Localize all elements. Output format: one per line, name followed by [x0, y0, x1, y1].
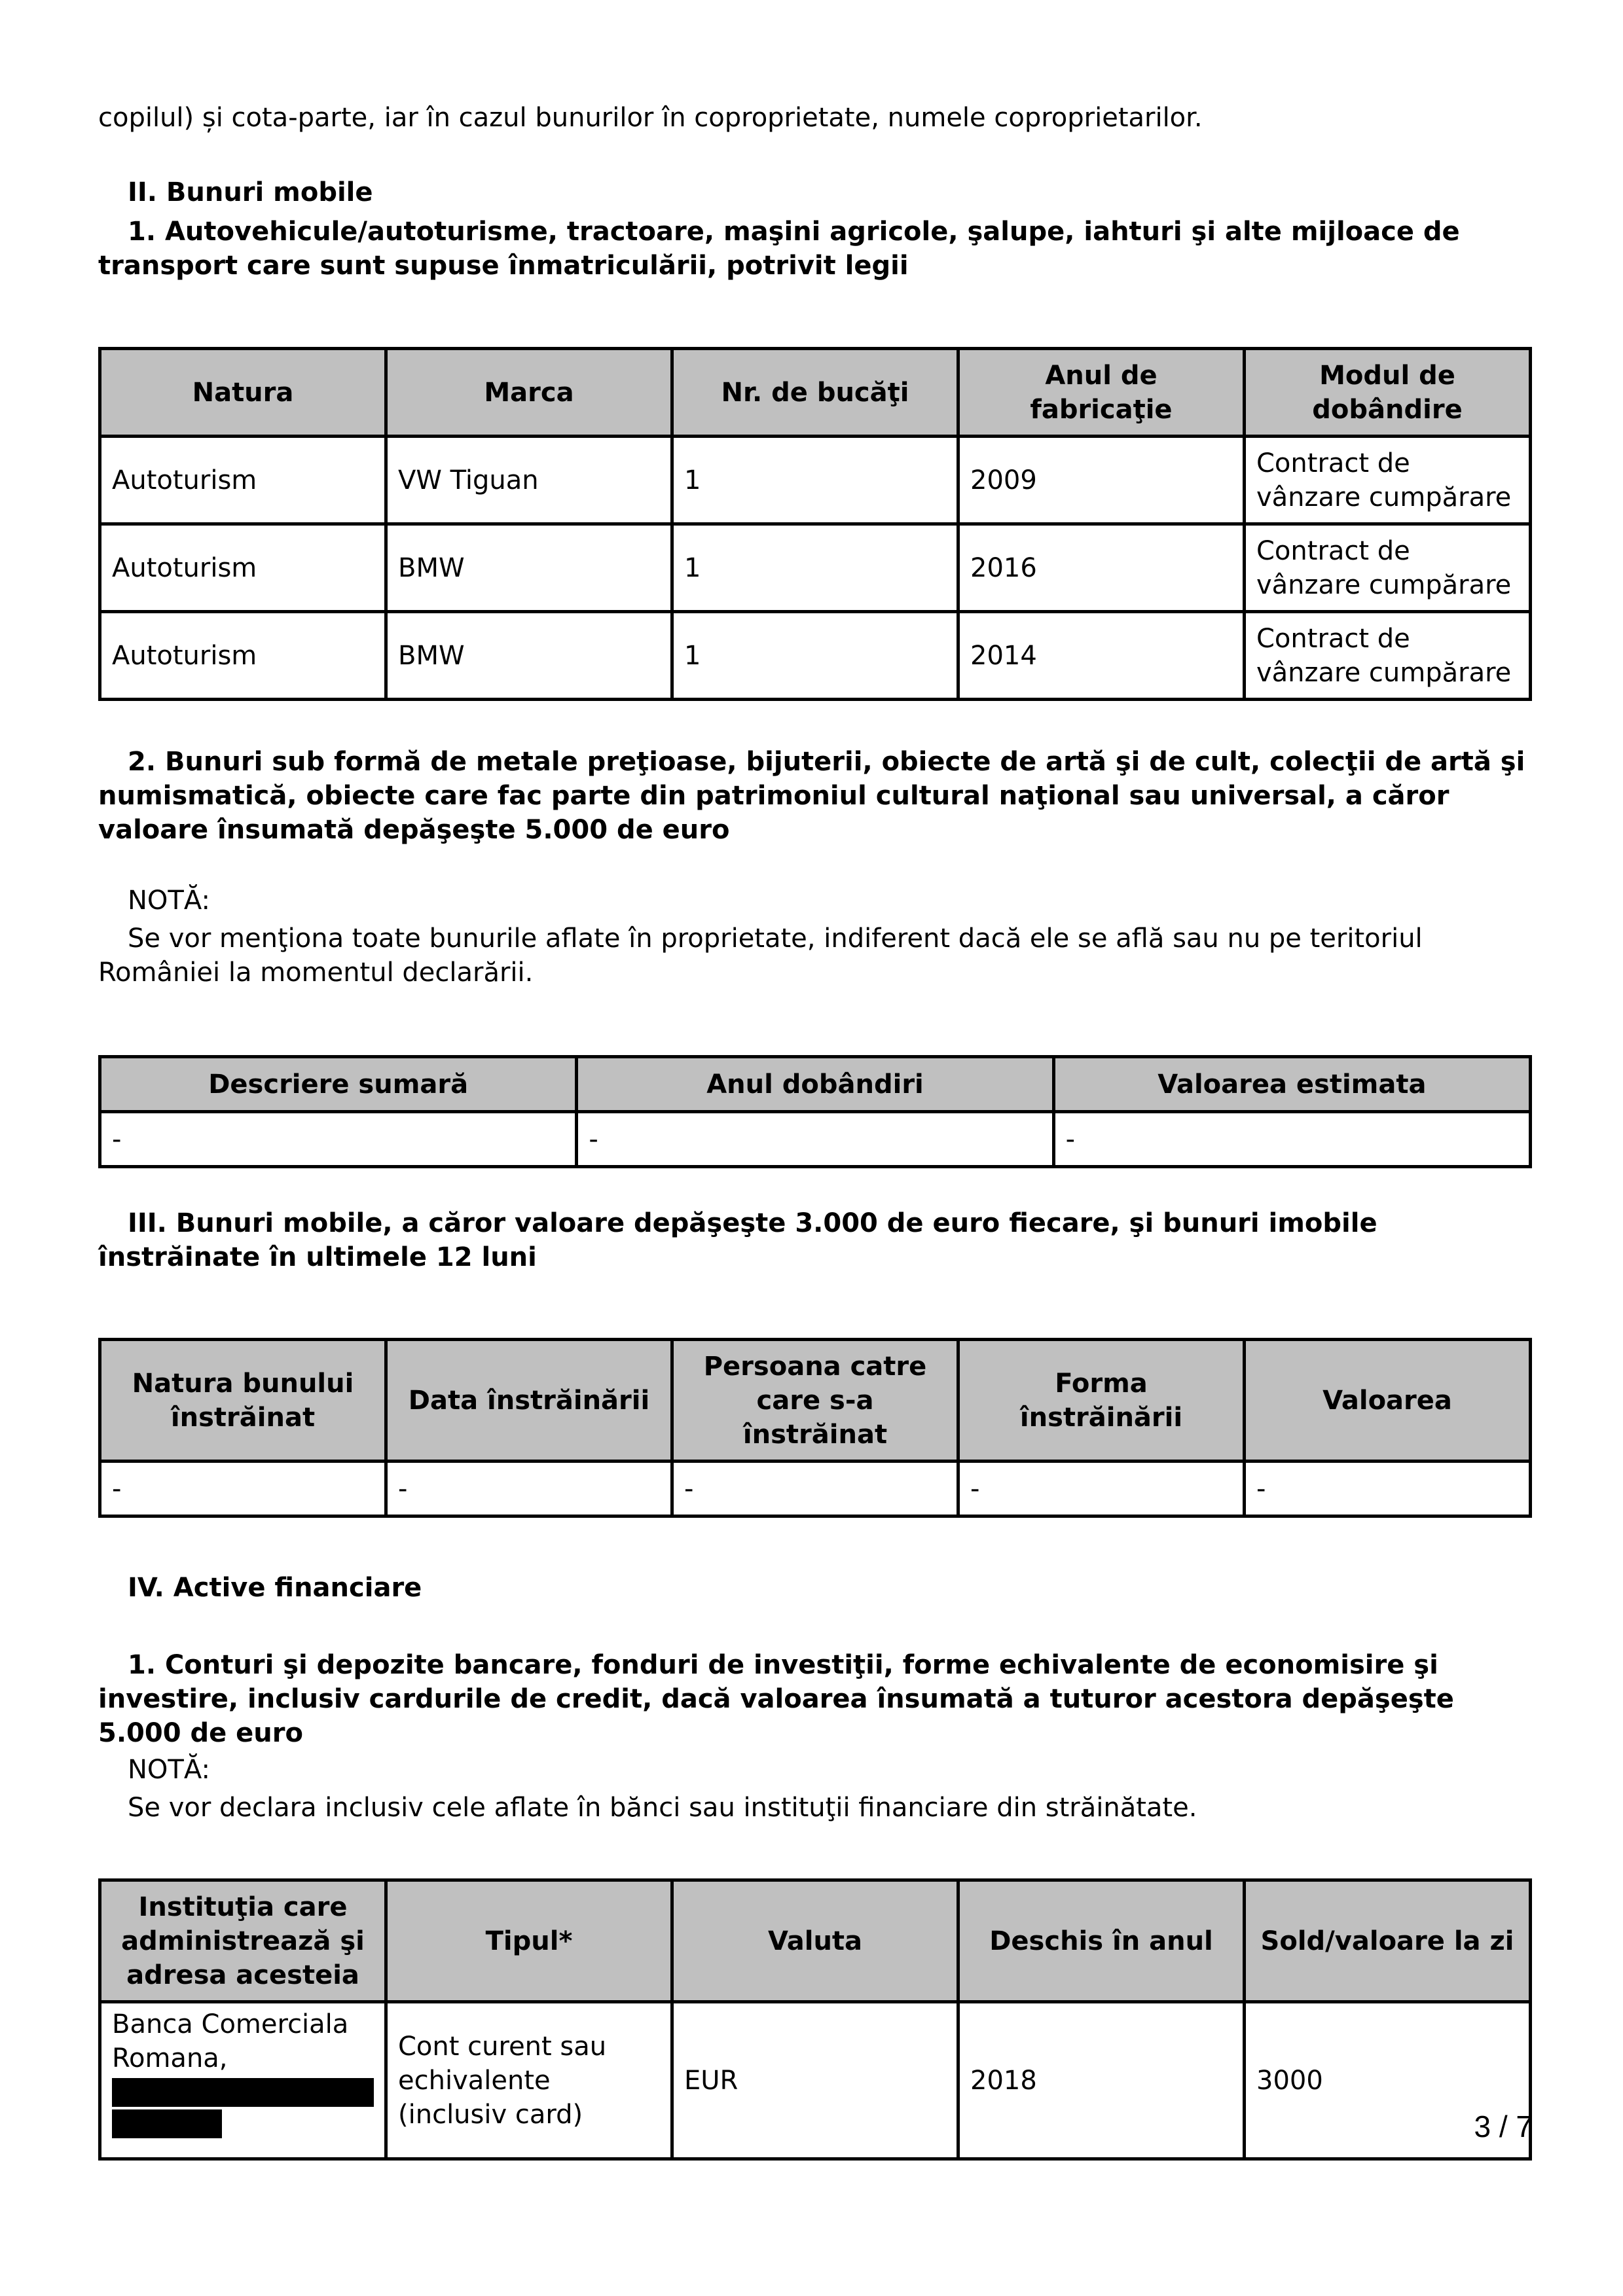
section-3-title: III. Bunuri mobile, a căror valoare depăşeşte 3.000 de euro fiecare, şi bunuri imobile înstrăinate în ultimele 12 luni	[98, 1208, 1377, 1272]
section-2-subtitle-2: 2. Bunuri sub formă de metale preţioase, bijuterii, obiecte de artă şi de cult, colecţii de artă şi numismatică, obiecte care fac parte din patrimoniul cultural naţional sau universal, a căror valoare însumată depăşeşte 5.000 de euro	[98, 747, 1525, 845]
cell-acquisition: Contract de vânzare cumpărare	[1245, 437, 1531, 524]
col-header: Deschis în anul	[958, 1880, 1245, 2002]
accounts-table	[98, 1878, 1532, 2161]
section-2-title: II. Bunuri mobile	[128, 177, 373, 207]
cell-natura: Autoturism	[100, 437, 386, 524]
cell-acquisition: Contract de vânzare cumpărare	[1245, 524, 1531, 612]
cell-year: 2014	[958, 612, 1245, 700]
table-row	[100, 2002, 1531, 2159]
col-header: Data înstrăinării	[386, 1340, 672, 1462]
cell-balance: 3000	[1245, 2002, 1531, 2159]
cell-form: -	[958, 1462, 1245, 1516]
cell-year: -	[577, 1112, 1053, 1167]
col-header: Natura	[100, 349, 386, 437]
col-header: Instituţia care administrează şi adresa acesteia	[100, 1880, 386, 2002]
col-header: Natura bunului înstrăinat	[100, 1340, 386, 1462]
table-row	[100, 437, 1531, 524]
col-header: Tipul*	[386, 1880, 672, 2002]
cell-marca: VW Tiguan	[386, 437, 672, 524]
col-header: Forma înstrăinării	[958, 1340, 1245, 1462]
cell-institution	[100, 2002, 386, 2159]
col-header: Valoarea	[1245, 1340, 1531, 1462]
col-header: Anul de fabricaţie	[958, 349, 1245, 437]
cell-year: 2009	[958, 437, 1245, 524]
cell-date: -	[386, 1462, 672, 1516]
cell-currency: EUR	[672, 2002, 958, 2159]
col-header: Valoarea estimata	[1053, 1057, 1530, 1112]
cell-person: -	[672, 1462, 958, 1516]
vehicles-header-row	[100, 349, 1531, 437]
section-2-subtitle-1: 1. Autovehicule/autoturisme, tractoare, maşini agricole, şalupe, iahturi şi alte mijloace de transport care sunt supuse înmatriculării, potrivit legii	[98, 217, 1460, 281]
institution-name: Banca Comerciala Romana,	[112, 2009, 349, 2073]
cell-natura: Autoturism	[100, 524, 386, 612]
cell-acquisition: Contract de vânzare cumpărare	[1245, 612, 1531, 700]
col-header: Anul dobândiri	[577, 1057, 1053, 1112]
table-row	[100, 1112, 1531, 1167]
accounts-header-row	[100, 1880, 1531, 2002]
redacted-block	[112, 2109, 222, 2138]
col-header: Modul de dobândire	[1245, 349, 1531, 437]
alienated-header-row	[100, 1340, 1531, 1462]
section-4-title: IV. Active financiare	[128, 1573, 422, 1603]
table-row	[100, 524, 1531, 612]
cell-description: -	[100, 1112, 577, 1167]
table-row	[100, 612, 1531, 700]
cell-value: -	[1245, 1462, 1531, 1516]
valuables-header-row	[100, 1057, 1531, 1112]
cell-count: 1	[672, 524, 958, 612]
cell-count: 1	[672, 437, 958, 524]
note-label: NOTĂ:	[128, 1755, 210, 1785]
cell-year: 2016	[958, 524, 1245, 612]
valuables-table	[98, 1055, 1532, 1168]
col-header: Persoana catre care s-a înstrăinat	[672, 1340, 958, 1462]
section-4-subtitle-1: 1. Conturi şi depozite bancare, fonduri de investiţii, forme echivalente de economisire şi investire, inclusiv cardurile de credit, dacă valoarea însumată a tuturor acestora depăşeşte 5.000 de euro	[98, 1650, 1454, 1748]
alienated-table	[98, 1338, 1532, 1518]
col-header: Sold/valoare la zi	[1245, 1880, 1531, 2002]
cell-nature: -	[100, 1462, 386, 1516]
col-header: Nr. de bucăţi	[672, 349, 958, 437]
cell-marca: BMW	[386, 524, 672, 612]
redacted-block	[112, 2078, 374, 2107]
note-text: Se vor menţiona toate bunurile aflate în proprietate, indiferent dacă ele se află sau nu pe teritoriul României la momentul declarării.	[98, 924, 1423, 988]
col-header: Valuta	[672, 1880, 958, 2002]
col-header: Marca	[386, 349, 672, 437]
vehicles-table	[98, 347, 1532, 701]
cell-value: -	[1053, 1112, 1530, 1167]
cell-marca: BMW	[386, 612, 672, 700]
note-label: NOTĂ:	[128, 886, 210, 916]
col-header: Descriere sumară	[100, 1057, 577, 1112]
note-text: Se vor declara inclusiv cele aflate în bănci sau instituţii financiare din străinătate.	[128, 1793, 1197, 1823]
cell-count: 1	[672, 612, 958, 700]
table-row	[100, 1462, 1531, 1516]
cell-type: Cont curent sau echivalente (inclusiv card)	[386, 2002, 672, 2159]
cell-natura: Autoturism	[100, 612, 386, 700]
page-number: 3 / 7	[1474, 2109, 1533, 2144]
cell-opened: 2018	[958, 2002, 1245, 2159]
intro-tail-text: copilul) și cota-parte, iar în cazul bunurilor în coproprietate, numele coproprietarilor.	[98, 103, 1203, 133]
